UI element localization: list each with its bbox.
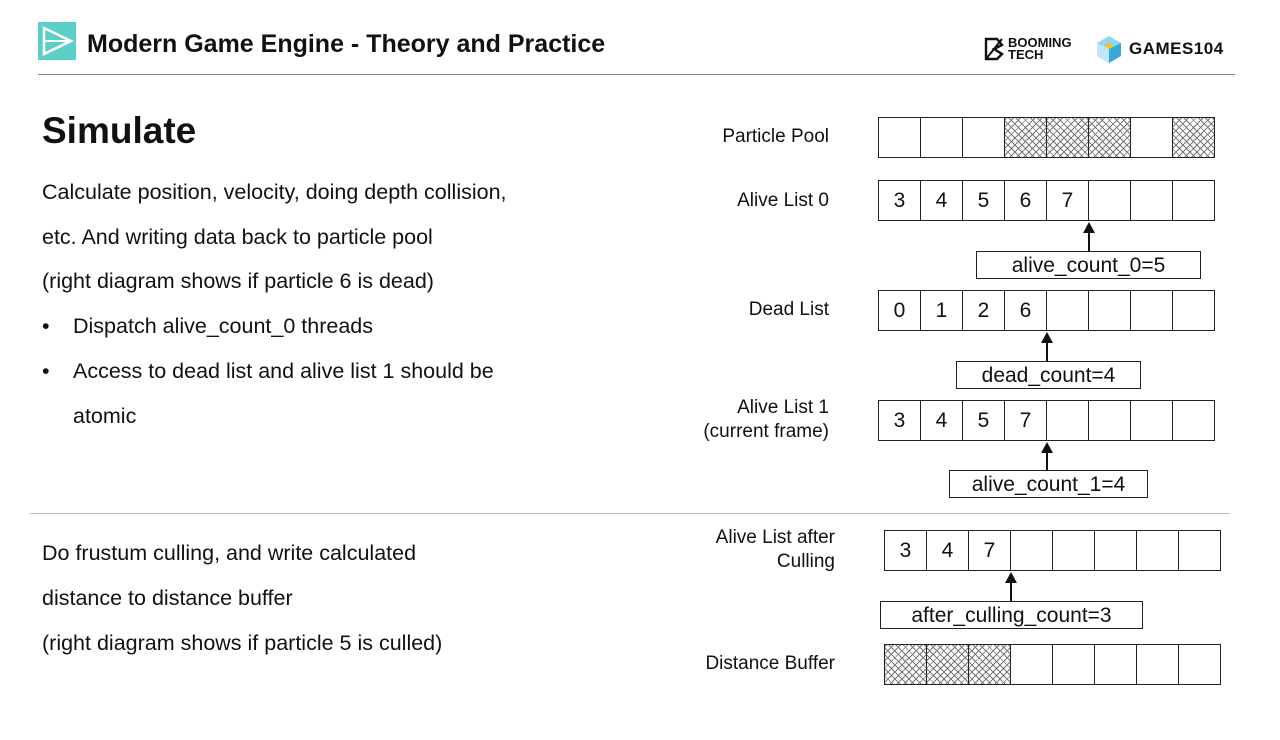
list-cell: 4 xyxy=(921,180,963,221)
para1-line-1: Calculate position, velocity, doing depth collision, xyxy=(42,180,507,204)
alive-count-1-box: alive_count_1=4 xyxy=(949,470,1148,498)
bullet-item-2 xyxy=(42,349,494,394)
list-cell xyxy=(1053,530,1095,571)
list-cell xyxy=(1089,290,1131,331)
hatched-cell xyxy=(885,644,927,685)
label-dead-list: Dead List xyxy=(748,299,829,320)
hatched-cell xyxy=(1047,117,1089,158)
particle-pool-row xyxy=(878,117,1215,158)
list-cell xyxy=(1089,400,1131,441)
list-cell: 4 xyxy=(921,400,963,441)
games104-logo xyxy=(1095,34,1224,64)
alive-count-0-arrow xyxy=(1088,232,1090,252)
alive-list-0-row xyxy=(878,180,1215,221)
list-cell xyxy=(1131,117,1173,158)
bullet-dot: • xyxy=(42,314,50,338)
slide-title: Simulate xyxy=(42,110,197,151)
list-cell xyxy=(1173,400,1215,441)
para2-line-1: Do frustum culling, and write calculated xyxy=(42,541,417,565)
distance-buffer-row xyxy=(884,644,1221,685)
list-cell xyxy=(1095,530,1137,571)
after-culling-count-arrow xyxy=(1010,582,1012,602)
list-cell: 6 xyxy=(1005,290,1047,331)
list-cell xyxy=(1179,530,1221,571)
list-cell: 5 xyxy=(963,400,1005,441)
brand-tech-text: TECH xyxy=(1008,47,1044,62)
alive-count-0-box: alive_count_0=5 xyxy=(976,251,1201,279)
section-divider xyxy=(30,513,1230,514)
list-cell xyxy=(1011,530,1053,571)
label-alive-list-1-line1: Alive List 1 xyxy=(737,397,829,418)
list-cell xyxy=(1179,644,1221,685)
list-cell xyxy=(1047,400,1089,441)
alive-after-culling-row xyxy=(884,530,1221,571)
list-cell: 5 xyxy=(963,180,1005,221)
label-distance-buffer: Distance Buffer xyxy=(705,653,835,674)
label-alive-list-1 xyxy=(703,396,829,444)
header-title: Modern Game Engine - Theory and Practice xyxy=(87,30,606,58)
list-cell xyxy=(921,117,963,158)
booming-logo-icon xyxy=(983,37,1005,61)
hatched-cell xyxy=(969,644,1011,685)
hatched-cell xyxy=(1089,117,1131,158)
list-cell: 3 xyxy=(879,400,921,441)
hatched-cell xyxy=(1173,117,1215,158)
label-alive-list-1-line2: (current frame) xyxy=(703,421,829,442)
list-cell xyxy=(1089,180,1131,221)
games104-cube-icon xyxy=(1095,34,1123,64)
list-cell xyxy=(1173,290,1215,331)
list-cell: 3 xyxy=(879,180,921,221)
list-cell: 7 xyxy=(1047,180,1089,221)
list-cell xyxy=(1131,290,1173,331)
list-cell xyxy=(1137,644,1179,685)
label-alive-after-culling xyxy=(716,526,835,574)
para2-line-2: distance to distance buffer xyxy=(42,586,293,610)
bullet-text-2: Access to dead list and alive list 1 should be xyxy=(73,359,494,383)
header-divider xyxy=(38,74,1235,75)
list-cell xyxy=(1011,644,1053,685)
bullet-dot: • xyxy=(42,359,50,383)
brand-booming-text: BOOMING xyxy=(1008,35,1072,50)
label-alive-after-culling-line1: Alive List after xyxy=(715,527,835,548)
dead-count-box: dead_count=4 xyxy=(956,361,1141,389)
list-cell: 6 xyxy=(1005,180,1047,221)
para1-line-2: etc. And writing data back to particle pool xyxy=(42,225,433,249)
bullet-text-1: Dispatch alive_count_0 threads xyxy=(73,314,373,338)
after-culling-count-box: after_culling_count=3 xyxy=(880,601,1143,629)
bullet-item-1 xyxy=(42,304,373,349)
list-cell: 1 xyxy=(921,290,963,331)
list-cell: 0 xyxy=(879,290,921,331)
list-cell: 3 xyxy=(885,530,927,571)
list-cell xyxy=(1173,180,1215,221)
dead-list-row xyxy=(878,290,1215,331)
list-cell xyxy=(1047,290,1089,331)
list-cell xyxy=(879,117,921,158)
brand-games-text: GAMES104 xyxy=(1129,39,1224,58)
label-alive-after-culling-line2: Culling xyxy=(776,551,835,572)
list-cell xyxy=(963,117,1005,158)
list-cell xyxy=(1095,644,1137,685)
course-logo-icon xyxy=(38,22,76,60)
label-particle-pool: Particle Pool xyxy=(722,126,829,147)
bullet-text-2-cont: atomic xyxy=(73,404,137,428)
hatched-cell xyxy=(1005,117,1047,158)
list-cell: 4 xyxy=(927,530,969,571)
list-cell: 7 xyxy=(969,530,1011,571)
hatched-cell xyxy=(927,644,969,685)
list-cell xyxy=(1053,644,1095,685)
alive-count-1-arrow xyxy=(1046,452,1048,472)
label-alive-list-0: Alive List 0 xyxy=(737,190,829,211)
list-cell xyxy=(1131,400,1173,441)
list-cell xyxy=(1137,530,1179,571)
para2-line-3: (right diagram shows if particle 5 is culled) xyxy=(42,631,443,655)
booming-tech-logo xyxy=(983,34,1072,64)
alive-list-1-row xyxy=(878,400,1215,441)
list-cell: 2 xyxy=(963,290,1005,331)
para1-line-3: (right diagram shows if particle 6 is dead) xyxy=(42,269,434,293)
list-cell: 7 xyxy=(1005,400,1047,441)
list-cell xyxy=(1131,180,1173,221)
dead-count-arrow xyxy=(1046,342,1048,362)
